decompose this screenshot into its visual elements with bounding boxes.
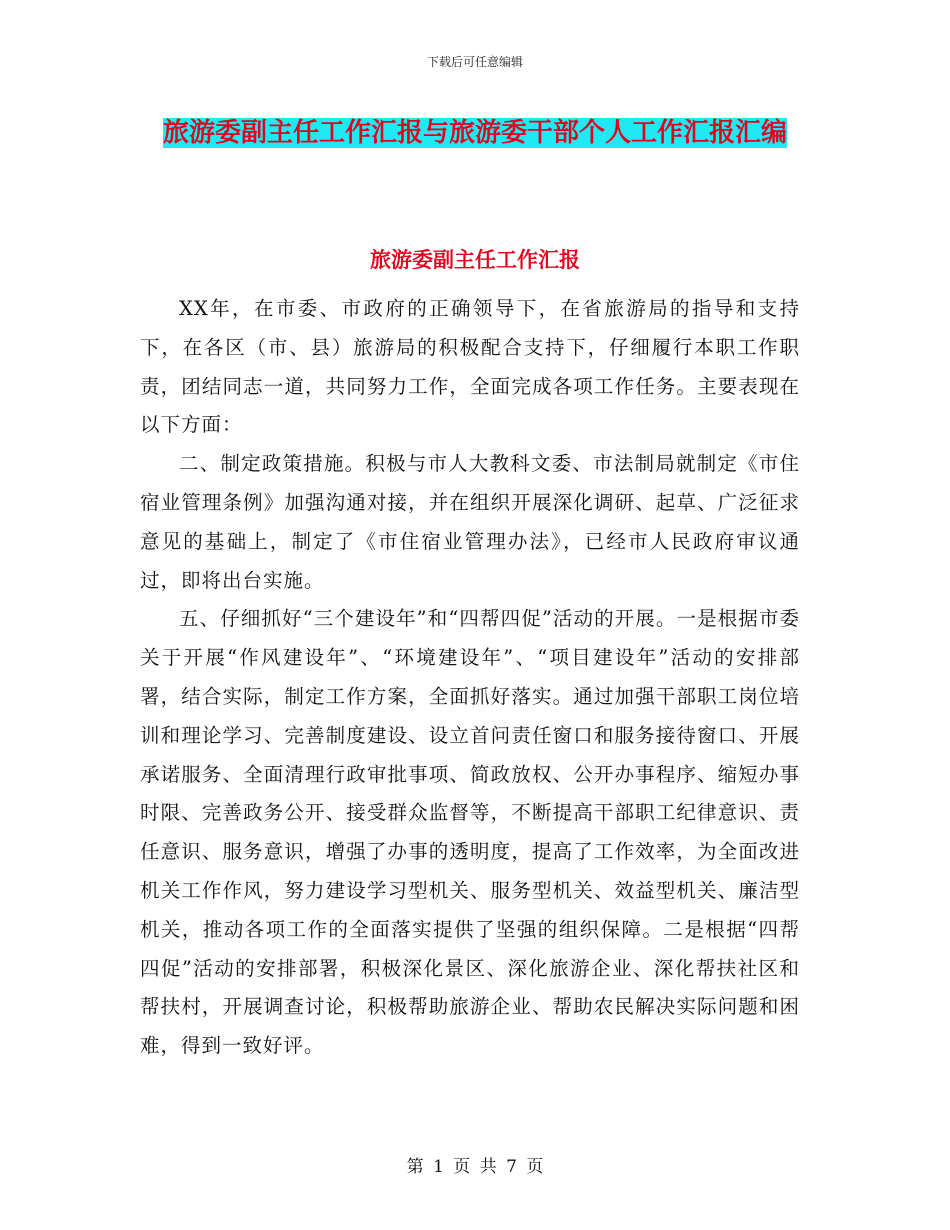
paragraph: 五、仔细抓好“三个建设年”和“四帮四促”活动的开展。一是根据市委关于开展“作风建设年”、“环境建设年”、“项目建设年”活动的安排部署，结合实际，制定工作方案，全面抓好落实。通过加强干部职工岗位培训和理论学习、完善制度建设、设立首问责任窗口和服务接待窗口、开展承诺服务、全面清理行政审批事项、简政放权、公开办事程序、缩短办事时限、完善政务公开、接受群众监督等，不断提高干部职工纪律意识、责任意识、服务意识，增强了办事的透明度，提高了工作效率，为全面改进机关工作作风，努力建设学习型机关、服务型机关、效益型机关、廉洁型机关，推动各项工作的全面落实提供了坚强的组织保障。二是根据“四帮四促”活动的安排部署，积极深化景区、深化旅游企业、深化帮扶社区和帮扶村，开展调查讨论，积极帮助旅游企业、帮助农民解决实际问题和困难，得到一致好评。 <box>140 607 800 1058</box>
paragraph: XX年，在市委、市政府的正确领导下，在省旅游局的指导和支持下，在各区（市、县）旅游局的积极配合支持下，仔细履行本职工作职责，团结同志一道，共同努力工作，全面完成各项工作任务。主要表现在以下方面： <box>140 297 800 437</box>
document-title-text: 旅游委副主任工作汇报与旅游委干部个人工作汇报汇编 <box>162 118 787 148</box>
paragraph: 二、制定政策措施。积极与市人大教科文委、市法制局就制定《市住宿业管理条例》加强沟通对接，并在组织开展深化调研、起草、广泛征求意见的基础上，制定了《市住宿业管理办法》，已经市人民政府审议通过，即将出台实施。 <box>140 452 800 592</box>
document-title <box>140 110 810 156</box>
body-text <box>140 290 800 1066</box>
section-title: 旅游委副主任工作汇报 <box>370 248 580 272</box>
page-number: 第 1 页 共 7 页 <box>406 1157 544 1177</box>
download-note: 下载后可任意编辑 <box>426 55 523 69</box>
